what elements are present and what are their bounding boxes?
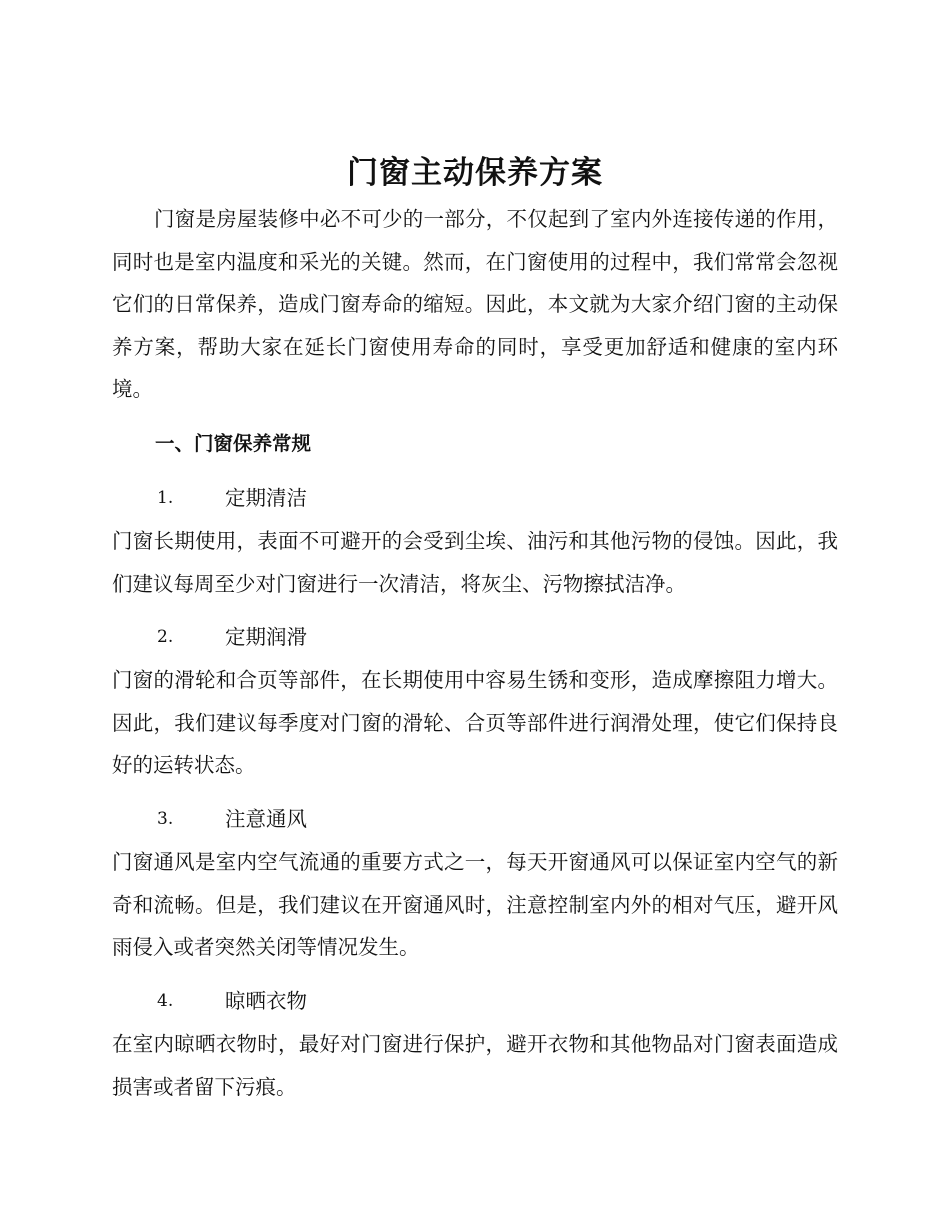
list-item-title: 定期润滑 — [225, 625, 307, 649]
section-heading: 一、门窗保养常规 — [155, 432, 312, 455]
list-item-heading — [157, 981, 557, 1021]
list-item-heading — [157, 478, 557, 518]
list-item-title: 晾晒衣物 — [225, 989, 307, 1013]
document-title: 门窗主动保养方案 — [347, 155, 603, 191]
list-item-number: 4. — [157, 991, 174, 1011]
list-item-number: 3. — [157, 809, 174, 829]
intro-paragraph: 门窗是房屋装修中必不可少的一部分，不仅起到了室内外连接传递的作用，同时也是室内温度和采光的关键。然而，在门窗使用的过程中，我们常常会忽视它们的日常保养，造成门窗寿命的缩短。因此，本文就为大家介绍门窗的主动保养方案，帮助大家在延长门窗使用寿命的同时，享受更加舒适和健康的室内环境。 — [112, 207, 838, 401]
list-item-title: 注意通风 — [225, 807, 307, 831]
list-item-heading — [157, 799, 557, 839]
list-item-body: 在室内晾晒衣物时，最好对门窗进行保护，避开衣物和其他物品对门窗表面造成损害或者留下污痕。 — [112, 1032, 838, 1099]
list-item-body: 门窗通风是室内空气流通的重要方式之一，每天开窗通风可以保证室内空气的新奇和流畅。但是，我们建议在开窗通风时，注意控制室内外的相对气压，避开风雨侵入或者突然关闭等情况发生。 — [112, 850, 838, 959]
list-item-body: 门窗的滑轮和合页等部件，在长期使用中容易生锈和变形，造成摩擦阻力增大。因此，我们建议每季度对门窗的滑轮、合页等部件进行润滑处理，使它们保持良好的运转状态。 — [112, 668, 838, 777]
list-item-heading — [157, 617, 557, 657]
list-item-title: 定期清洁 — [225, 486, 307, 510]
list-item-number: 1. — [157, 488, 174, 508]
list-item-number: 2. — [157, 627, 174, 647]
list-item-body: 门窗长期使用，表面不可避开的会受到尘埃、油污和其他污物的侵蚀。因此，我们建议每周至少对门窗进行一次清洁，将灰尘、污物擦拭洁净。 — [112, 529, 838, 596]
